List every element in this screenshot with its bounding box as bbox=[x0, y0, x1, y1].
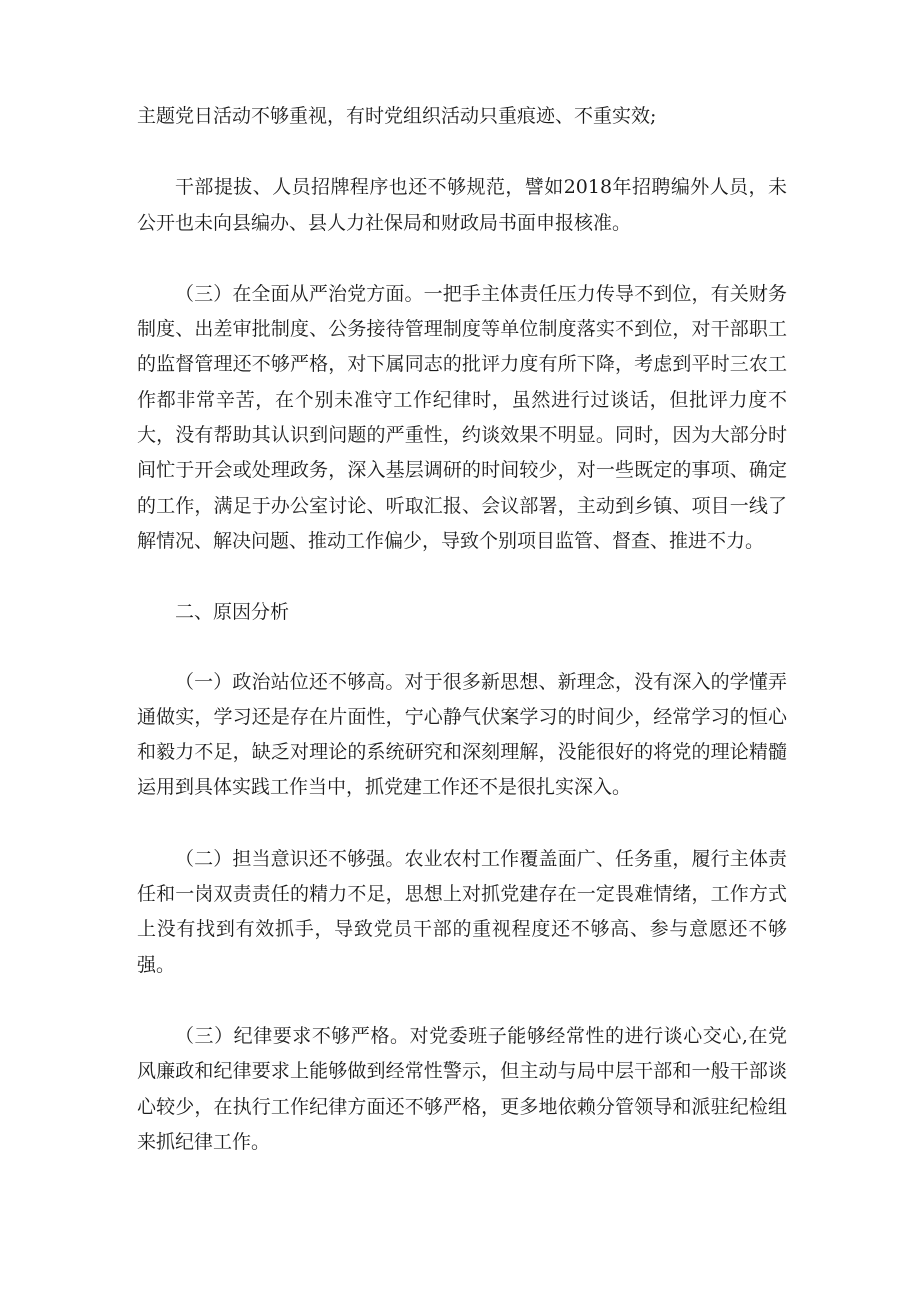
paragraph-continued: 主题党日活动不够重视，有时党组织活动只重痕迹、不重实效; bbox=[137, 105, 657, 127]
document-body bbox=[137, 99, 787, 1196]
paragraph-responsibility: （二）担当意识还不够强。农业农村工作覆盖面广、任务重，履行主体责任和一岗双责责任的精力不足，思想上对抓党建存在一定畏难情绪，工作方式上没有找到有效抓手，导致党员干部的重视程度还不够高、参与意愿还不够强。 bbox=[137, 847, 787, 976]
section-heading-cause-analysis: 二、原因分析 bbox=[175, 601, 290, 624]
paragraph-strict-governance: （三）在全面从严治党方面。一把手主体责任压力传导不到位，有关财务制度、出差审批制度、公务接待管理制度等单位制度落实不到位，对干部职工的监督管理还不够严格，对下属同志的批评力度有所下降，考虑到平时三农工作都非常辛苦，在个别未准守工作纪律时，虽然进行过谈话，但批评力度不大，没有帮助其认识到问题的严重性，约谈效果不明显。同时，因为大部分时间忙于开会或处理政务，深入基层调研的时间较少，对一些既定的事项、确定的工作，满足于办公室讨论、听取汇报、会议部署，主动到乡镇、项目一线了解情况、解决问题、推动工作偏少，导致个别项目监管、督查、推进不力。 bbox=[137, 282, 787, 552]
paragraph-political-stance: （一）政治站位还不够高。对于很多新思想、新理念，没有深入的学懂弄通做实，学习还是存在片面性，宁心静气伏案学习的时间少，经常学习的恒心和毅力不足，缺乏对理论的系统研究和深刻理解，没能很好的将党的理论精髓运用到具体实践工作当中，抓党建工作还不是很扎实深入。 bbox=[137, 670, 787, 799]
paragraph-cadre-promotion: 干部提拔、人员招牌程序也还不够规范，譬如2018年招聘编外人员，未公开也未向县编办、县人力社保局和财政局书面申报核准。 bbox=[137, 176, 787, 234]
paragraph-discipline: （三）纪律要求不够严格。对党委班子能够经常性的进行谈心交心,在党风廉政和纪律要求上能够做到经常性警示，但主动与局中层干部和一般干部谈心较少，在执行工作纪律方面还不够严格，更多地依赖分管领导和派驻纪检组来抓纪律工作。 bbox=[137, 1024, 787, 1153]
